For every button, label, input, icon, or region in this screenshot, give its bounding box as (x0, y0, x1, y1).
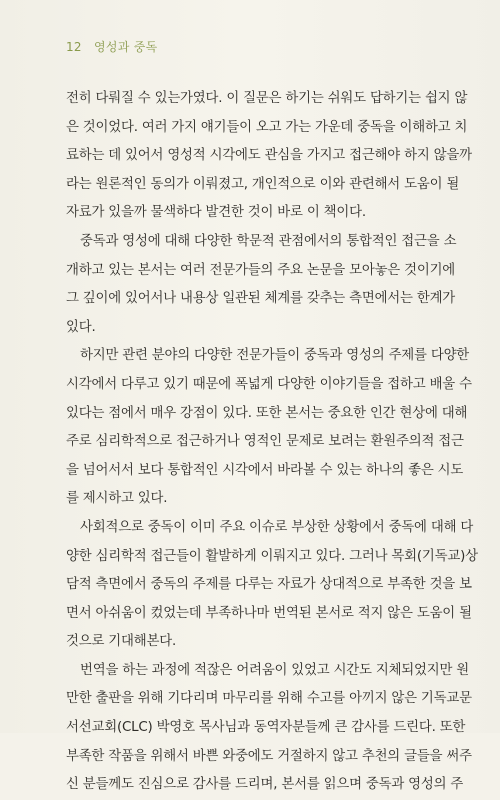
text-line: 신 분들께도 진심으로 감사를 드리며, 본서를 읽으며 중독과 영성의 주 (66, 777, 464, 793)
text-line: 부족한 작품을 위해서 바쁜 와중에도 거절하지 않고 추천의 글들을 써주 (66, 748, 472, 764)
text-line: 면서 아쉬움이 컸었는데 부족하나마 번역된 본서로 적지 않은 도움이 될 (66, 605, 472, 621)
text-line: 서선교회(CLC) 박영호 목사님과 동역자분들께 큰 감사를 드린다. 또한 (66, 720, 466, 736)
text-line: 그 깊이에 있어서나 내용상 일관된 체계를 갖추는 측면에서는 한계가 (66, 291, 456, 307)
text-line: 주로 심리학적으로 접근하거나 영적인 문제로 보려는 환원주의적 접근 (66, 434, 464, 450)
paragraph (66, 342, 472, 514)
book-title: 영성과 중독 (94, 40, 158, 54)
text-line: 시각에서 다루고 있기 때문에 폭넓게 다양한 이야기들을 접하고 배울 수 (66, 376, 472, 392)
text-line: 을 넘어서서 보다 통합적인 시각에서 바라볼 수 있는 하나의 좋은 시도 (66, 462, 464, 478)
paragraph (66, 514, 478, 657)
text-line: 자료가 있을까 물색하다 발견한 것이 바로 이 책이다. (66, 205, 366, 221)
text-line: 은 것이었다. 여러 가지 얘기들이 오고 가는 가운데 중독을 이해하고 치 (66, 119, 468, 135)
page-number: 12 (66, 40, 82, 54)
text-line: 만한 출판을 위해 기다리며 마무리를 위해 수고를 아끼지 않은 기독교문 (66, 691, 472, 707)
text-line: 있다. (66, 319, 96, 335)
text-line: 중독과 영성에 대해 다양한 학문적 관점에서의 통합적인 접근을 소 (80, 233, 457, 249)
paragraph (66, 228, 457, 342)
text-line: 사회적으로 중독이 이미 주요 이슈로 부상한 상황에서 중독에 대해 다 (80, 519, 474, 535)
text-line: 양한 심리학적 접근들이 활발하게 이뤄지고 있다. 그러나 목회(기독교)상 (66, 548, 478, 564)
text-line: 전히 다뤄질 수 있는가였다. 이 질문은 하기는 쉬워도 답하기는 쉽지 않 (66, 91, 468, 106)
text-line: 하지만 관련 분야의 다양한 전문가들이 중독과 영성의 주제를 다양한 (80, 348, 470, 364)
running-head (66, 38, 158, 55)
paragraph (66, 85, 472, 228)
text-line: 라는 원론적인 동의가 이뤄졌고, 개인적으로 이와 관련해서 도움이 될 (66, 176, 460, 192)
paragraph (66, 657, 472, 800)
text-line: 담적 측면에서 중독의 주제를 다루는 자료가 상대적으로 부족한 것을 보 (66, 577, 472, 593)
text-line: 개하고 있는 본서는 여러 전문가들의 주요 논문을 모아놓은 것이기에 (66, 262, 456, 278)
text-line: 를 제시하고 있다. (66, 491, 168, 507)
text-line: 번역을 하는 과정에 적잖은 어려움이 있었고 시간도 지체되었지만 원 (80, 662, 470, 678)
body-text (66, 85, 478, 800)
text-line: 있다는 점에서 매우 강점이 있다. 또한 본서는 중요한 인간 현상에 대해 (66, 405, 468, 421)
text-line: 것으로 기대해본다. (66, 634, 176, 650)
text-line: 료하는 데 있어서 영성적 시각에도 관심을 가지고 접근해야 하지 않을까 (66, 148, 472, 164)
